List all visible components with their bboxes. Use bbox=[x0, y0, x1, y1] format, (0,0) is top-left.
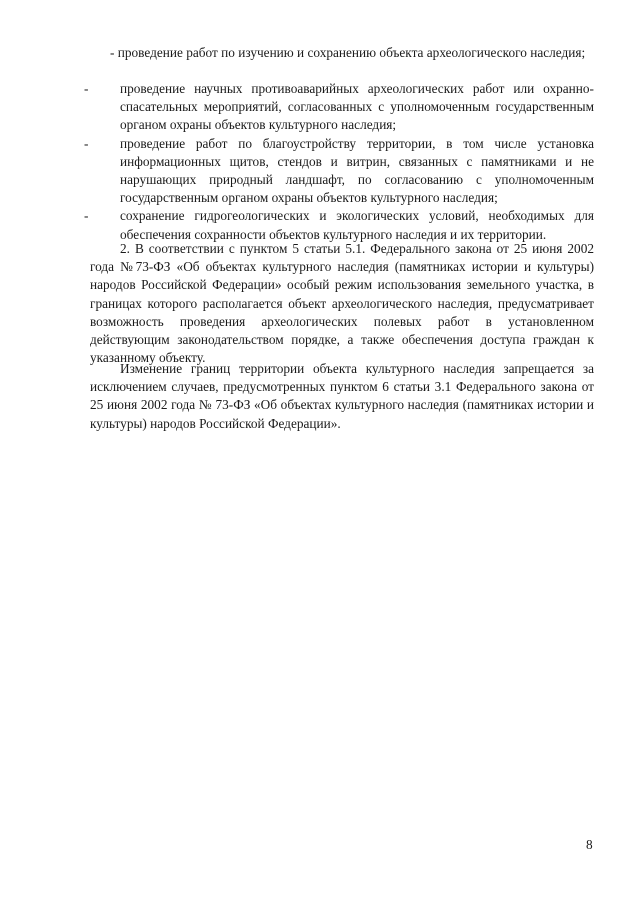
list-item-text: проведение научных противоаварийных археологических работ или охранно-спасательных мероприятий, согласованных с уполномоченным государственным органом охраны объектов культурного наследия; bbox=[120, 81, 594, 133]
list-item-marker: - bbox=[84, 135, 89, 151]
list-item-text bbox=[110, 44, 594, 62]
list-item-marker: - bbox=[84, 81, 89, 96]
page-number: 8 bbox=[586, 837, 593, 852]
paragraph-boundary-change: Изменение границ территории объекта культурного наследия запрещается за исключением случаев, предусмотренных пунктом 6 статьи 3.1 Федерального закона от 25 июня 2002 года № 73-ФЗ «Об объектах культурного наследия (памятниках истории и культуры) народов Российской Федерации». bbox=[90, 361, 594, 431]
list-item-text: проведение работ по благоустройству территории, в том числе установка информационных щитов, стендов и витрин, связанных с памятниками и не нарушающих природный ландшафт, по согласованию с уполномоченным государственным органом охраны объектов культурного наследия; bbox=[120, 135, 594, 206]
list-item-body: проведение работ по изучению и сохранению объекта археологического наследия; bbox=[117, 45, 586, 60]
measures-list bbox=[86, 44, 594, 244]
list-item bbox=[86, 207, 594, 243]
list-item-marker: - bbox=[84, 208, 89, 224]
list-item bbox=[86, 44, 594, 80]
list-item-marker: - bbox=[110, 45, 118, 60]
list-item bbox=[86, 80, 594, 135]
paragraph-special-regime: 2. В соответствии с пунктом 5 статьи 5.1. Федерального закона от 25 июня 2002 года №73-ФЗ «Об объектах культурного наследия (памятниках истории и культуры) народов Российской Федерации» особый режим использования земельного участка, в границах которого располагается объект археологического наследия, предусматривает возможность проведения археологических полевых работ в установленном действующим законодательством порядке, а также обеспечения доступа граждан к указанному объекту. bbox=[90, 241, 594, 366]
list-item-text: сохранение гидрогеологических и экологических условий, необходимых для обеспечения сохранности объектов культурного наследия и их территории. bbox=[120, 208, 594, 242]
list-item bbox=[86, 135, 594, 208]
